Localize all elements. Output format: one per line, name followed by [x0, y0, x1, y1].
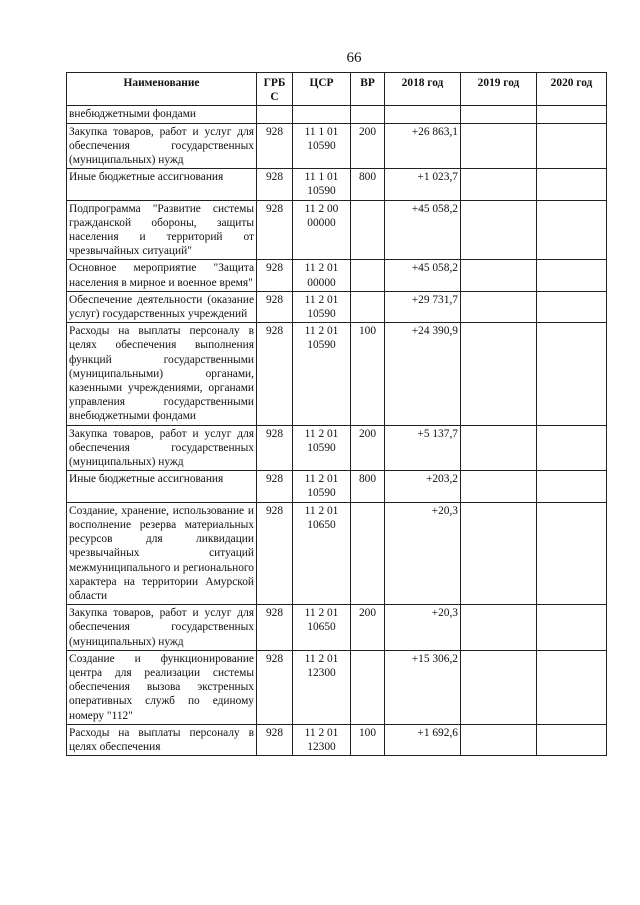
row-2019: [461, 169, 537, 200]
row-2020: [537, 425, 607, 471]
row-2018: +45 058,2: [385, 200, 461, 260]
row-csr: 11 1 01 10590: [293, 169, 351, 200]
row-2019: [461, 724, 537, 755]
table-row: [67, 291, 607, 322]
table-row: [67, 123, 607, 169]
row-2018: +20,3: [385, 605, 461, 651]
row-2018: +5 137,7: [385, 425, 461, 471]
row-name: Основное мероприятие "Защита населения в мирное и военное время": [67, 260, 257, 291]
header-2018: 2018 год: [385, 73, 461, 106]
row-name: Создание и функционирование центра для реализации системы обеспечения вызова экстренных оперативных служб по единому номеру "112": [67, 650, 257, 724]
row-csr: 11 2 01 00000: [293, 260, 351, 291]
row-name: внебюджетными фондами: [67, 106, 257, 123]
table-row: [67, 425, 607, 471]
row-grbs: 928: [257, 605, 293, 651]
table-row: [67, 724, 607, 755]
header-2020: 2020 год: [537, 73, 607, 106]
table-row: [67, 471, 607, 502]
row-2019: [461, 106, 537, 123]
row-name: Закупка товаров, работ и услуг для обеспечения государственных (муниципальных) нужд: [67, 605, 257, 651]
row-2020: [537, 323, 607, 425]
row-csr: 11 2 01 12300: [293, 650, 351, 724]
row-name: Иные бюджетные ассигнования: [67, 471, 257, 502]
row-vr: 100: [351, 323, 385, 425]
row-2020: [537, 502, 607, 604]
row-vr: 200: [351, 425, 385, 471]
row-vr: [351, 650, 385, 724]
table-row: [67, 169, 607, 200]
row-grbs: 928: [257, 425, 293, 471]
header-vr: ВР: [351, 73, 385, 106]
row-2018: +15 306,2: [385, 650, 461, 724]
row-2020: [537, 200, 607, 260]
header-grbs: ГРБ С: [257, 73, 293, 106]
table-header-row: [67, 73, 607, 106]
row-name: Создание, хранение, использование и восполнение резерва материальных ресурсов для ликвидации чрезвычайных ситуаций межмуниципального и регионального характера на территории Амурской области: [67, 502, 257, 604]
row-grbs: 928: [257, 260, 293, 291]
row-2019: [461, 471, 537, 502]
header-2019: 2019 год: [461, 73, 537, 106]
row-2018: [385, 106, 461, 123]
row-2019: [461, 260, 537, 291]
row-csr: 11 2 00 00000: [293, 200, 351, 260]
row-grbs: 928: [257, 650, 293, 724]
row-name: Иные бюджетные ассигнования: [67, 169, 257, 200]
row-grbs: 928: [257, 169, 293, 200]
row-csr: [293, 106, 351, 123]
row-vr: 100: [351, 724, 385, 755]
row-2019: [461, 502, 537, 604]
row-vr: 200: [351, 605, 385, 651]
table-row: [67, 650, 607, 724]
row-2020: [537, 169, 607, 200]
row-name: Расходы на выплаты персоналу в целях обеспечения выполнения функций государственными (муниципальными) органами, казенными учреждениями, органами управления государственными внебюджетными фондами: [67, 323, 257, 425]
row-2020: [537, 291, 607, 322]
table-row: [67, 200, 607, 260]
row-name: Обеспечение деятельности (оказание услуг) государственных учреждений: [67, 291, 257, 322]
row-csr: 11 1 01 10590: [293, 123, 351, 169]
row-2020: [537, 260, 607, 291]
table-row: [67, 323, 607, 425]
row-2020: [537, 123, 607, 169]
row-csr: 11 2 01 10590: [293, 291, 351, 322]
row-grbs: 928: [257, 291, 293, 322]
row-grbs: 928: [257, 323, 293, 425]
row-2018: +26 863,1: [385, 123, 461, 169]
row-name: Подпрограмма "Развитие системы гражданской обороны, защиты населения и территорий от чрезвычайных ситуаций": [67, 200, 257, 260]
header-csr: ЦСР: [293, 73, 351, 106]
row-2018: +20,3: [385, 502, 461, 604]
header-name: Наименование: [67, 73, 257, 106]
row-2020: [537, 650, 607, 724]
row-2019: [461, 605, 537, 651]
row-2020: [537, 605, 607, 651]
row-vr: [351, 502, 385, 604]
table-row: [67, 106, 607, 123]
row-grbs: 928: [257, 724, 293, 755]
page-number: 66: [346, 50, 362, 66]
row-name: Закупка товаров, работ и услуг для обеспечения государственных (муниципальных) нужд: [67, 123, 257, 169]
row-vr: [351, 260, 385, 291]
row-2019: [461, 200, 537, 260]
budget-table: [66, 72, 607, 756]
row-2018: +45 058,2: [385, 260, 461, 291]
row-csr: 11 2 01 12300: [293, 724, 351, 755]
row-csr: 11 2 01 10590: [293, 471, 351, 502]
row-2018: +203,2: [385, 471, 461, 502]
row-name: Расходы на выплаты персоналу в целях обеспечения: [67, 724, 257, 755]
row-2019: [461, 123, 537, 169]
row-vr: [351, 200, 385, 260]
row-name: Закупка товаров, работ и услуг для обеспечения государственных (муниципальных) нужд: [67, 425, 257, 471]
table-row: [67, 605, 607, 651]
row-csr: 11 2 01 10590: [293, 425, 351, 471]
row-2020: [537, 724, 607, 755]
row-vr: 800: [351, 169, 385, 200]
table-row: [67, 502, 607, 604]
row-grbs: 928: [257, 200, 293, 260]
row-grbs: 928: [257, 471, 293, 502]
row-2020: [537, 471, 607, 502]
row-vr: [351, 106, 385, 123]
row-2018: +29 731,7: [385, 291, 461, 322]
row-2018: +1 023,7: [385, 169, 461, 200]
row-grbs: [257, 106, 293, 123]
row-csr: 11 2 01 10590: [293, 323, 351, 425]
row-vr: [351, 291, 385, 322]
row-csr: 11 2 01 10650: [293, 502, 351, 604]
row-vr: 800: [351, 471, 385, 502]
row-2018: +1 692,6: [385, 724, 461, 755]
row-grbs: 928: [257, 123, 293, 169]
row-vr: 200: [351, 123, 385, 169]
row-grbs: 928: [257, 502, 293, 604]
row-csr: 11 2 01 10650: [293, 605, 351, 651]
row-2020: [537, 106, 607, 123]
row-2018: +24 390,9: [385, 323, 461, 425]
row-2019: [461, 291, 537, 322]
row-2019: [461, 425, 537, 471]
row-2019: [461, 323, 537, 425]
row-2019: [461, 650, 537, 724]
table-row: [67, 260, 607, 291]
